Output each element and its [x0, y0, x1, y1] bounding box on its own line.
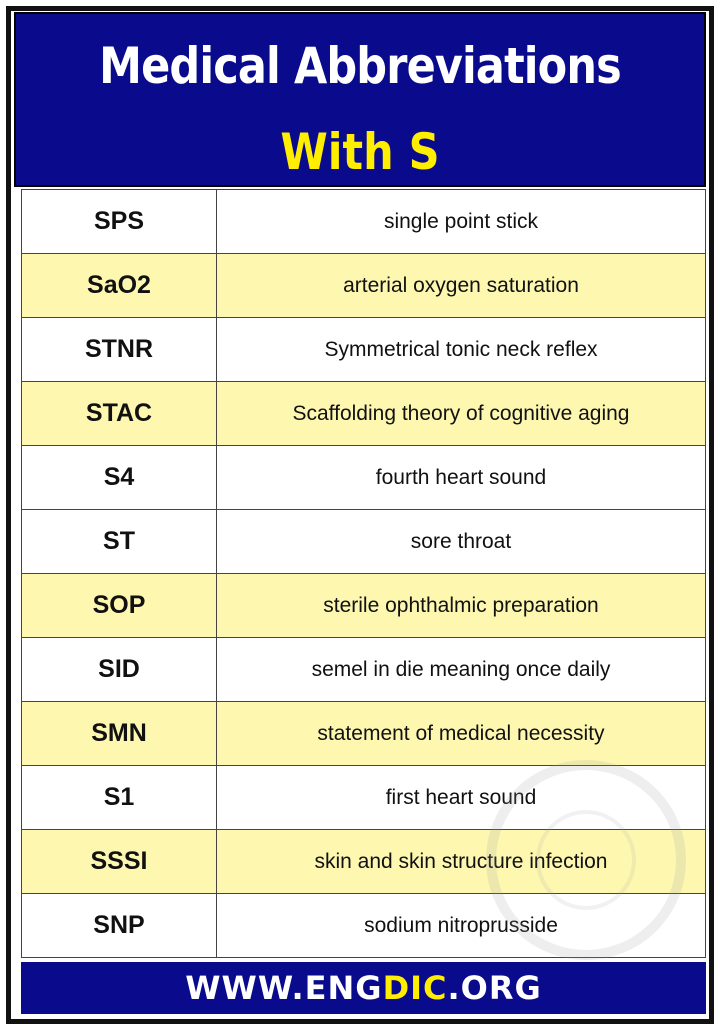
table-row [22, 894, 706, 958]
meaning-cell: statement of medical necessity [217, 702, 706, 766]
meaning-cell: sore throat [217, 510, 706, 574]
abbreviation-cell: STAC [22, 382, 217, 446]
abbreviation-cell: S1 [22, 766, 217, 830]
meaning-cell: Symmetrical tonic neck reflex [217, 318, 706, 382]
meaning-cell: single point stick [217, 190, 706, 254]
table-row [22, 766, 706, 830]
abbreviation-cell: SID [22, 638, 217, 702]
table-row [22, 574, 706, 638]
footer-url-banner [21, 962, 706, 1014]
abbreviation-cell: S4 [22, 446, 217, 510]
abbreviations-table [21, 189, 706, 958]
table-row [22, 702, 706, 766]
table-row [22, 382, 706, 446]
footer-url-prefix: WWW.ENG [185, 969, 383, 1007]
abbreviation-cell: SSSI [22, 830, 217, 894]
meaning-cell: arterial oxygen saturation [217, 254, 706, 318]
table-row [22, 830, 706, 894]
table-row [22, 510, 706, 574]
meaning-cell: sodium nitroprusside [217, 894, 706, 958]
abbreviation-cell: SOP [22, 574, 217, 638]
abbreviation-cell: SNP [22, 894, 217, 958]
meaning-cell: first heart sound [217, 766, 706, 830]
meaning-cell: Scaffolding theory of cognitive aging [217, 382, 706, 446]
footer-url-accent: DIC [382, 969, 448, 1007]
table-row [22, 446, 706, 510]
meaning-cell: semel in die meaning once daily [217, 638, 706, 702]
abbreviation-cell: SMN [22, 702, 217, 766]
table-row [22, 638, 706, 702]
table-row [22, 190, 706, 254]
abbreviation-cell: STNR [22, 318, 217, 382]
meaning-cell: sterile ophthalmic preparation [217, 574, 706, 638]
abbreviation-cell: SaO2 [22, 254, 217, 318]
table-row [22, 254, 706, 318]
table-row [22, 318, 706, 382]
abbreviation-cell: ST [22, 510, 217, 574]
meaning-cell: skin and skin structure infection [217, 830, 706, 894]
footer-url-suffix: .ORG [447, 969, 542, 1007]
page-subtitle: With S [280, 123, 440, 181]
meaning-cell: fourth heart sound [217, 446, 706, 510]
abbreviation-cell: SPS [22, 190, 217, 254]
title-banner [14, 12, 706, 187]
page-title: Medical Abbreviations [99, 37, 621, 95]
